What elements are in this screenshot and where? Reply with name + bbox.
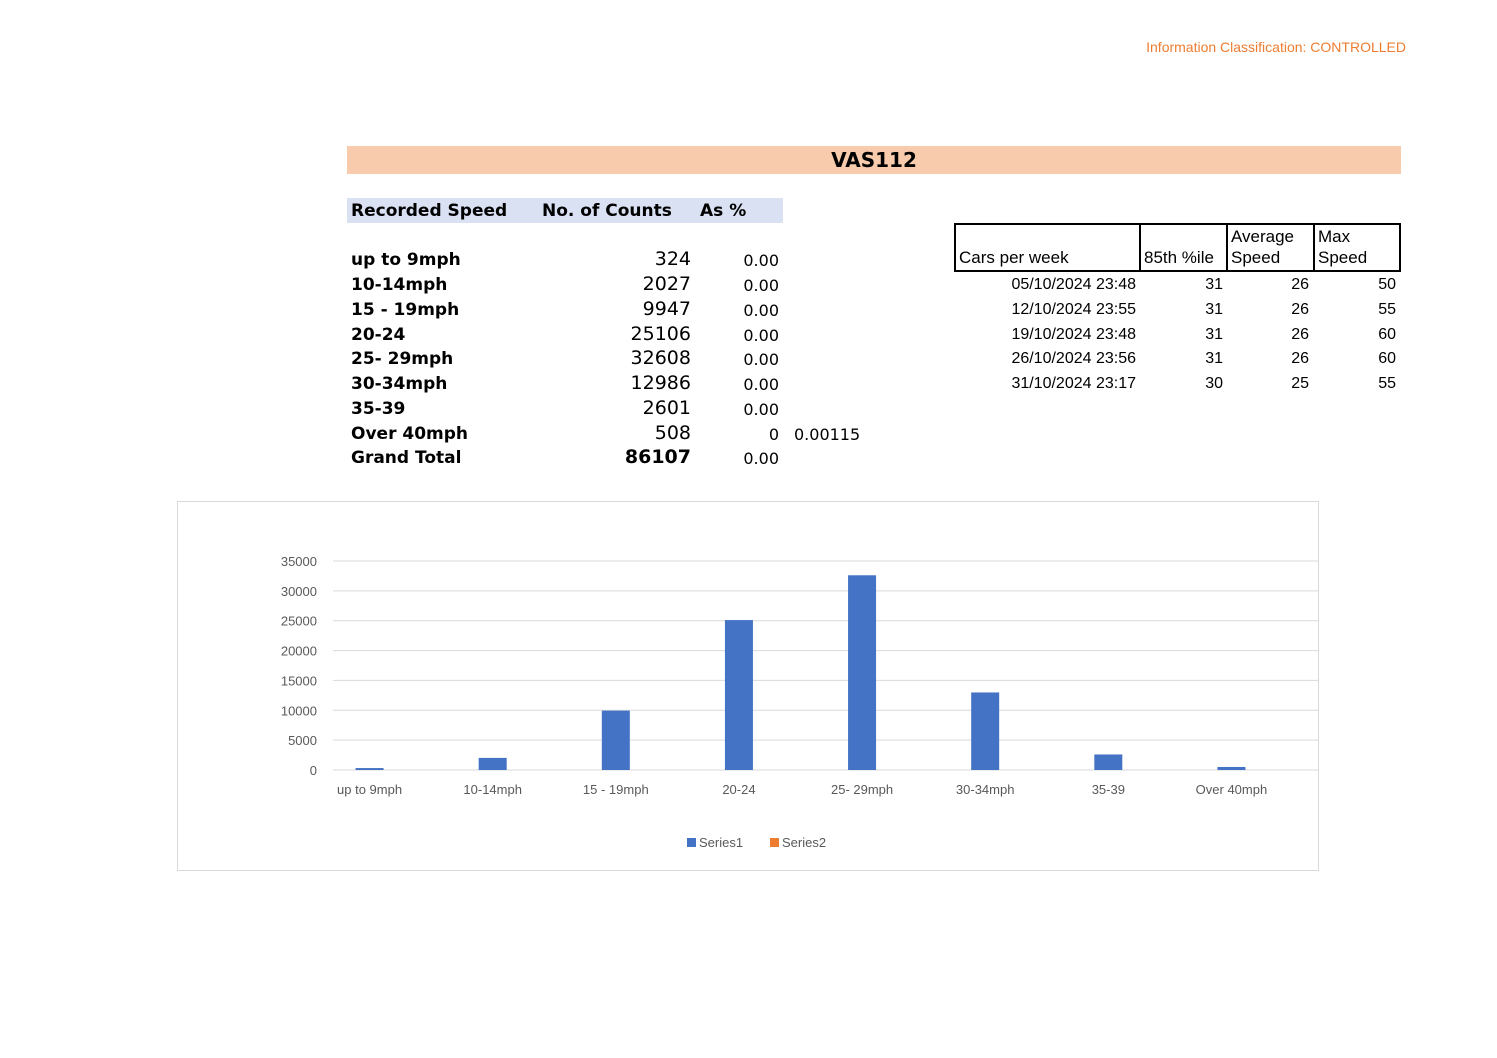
bar-series1 <box>1094 754 1122 770</box>
header-cell <box>1139 223 1228 272</box>
bar-series1 <box>971 692 999 770</box>
percent-value: 0.00 <box>743 276 779 295</box>
max-speed-cell: 60 <box>1378 350 1396 367</box>
header-cars-per-week: Cars per week <box>959 248 1069 267</box>
y-tick-label: 15000 <box>280 673 317 689</box>
speed-label: Over 40mph <box>351 424 469 444</box>
x-tick-label: 15 - 19mph <box>582 782 649 797</box>
header-as-percent: As % <box>700 201 747 221</box>
y-tick-label: 35000 <box>280 554 317 569</box>
percentile-cell: 31 <box>1205 301 1223 318</box>
grand-total-label: Grand Total <box>351 448 462 468</box>
x-tick-label: 30-34mph <box>955 782 1015 797</box>
legend-swatch <box>687 838 696 847</box>
percentile-cell: 31 <box>1205 276 1223 293</box>
date-cell: 26/10/2024 23:56 <box>1011 350 1136 367</box>
x-tick-label: 25- 29mph <box>830 782 894 797</box>
count-value: 2601 <box>642 397 691 419</box>
speed-label: 15 - 19mph <box>351 300 460 320</box>
bar-series1 <box>356 768 384 770</box>
percent-value: 0.00 <box>743 375 779 394</box>
x-tick-label: 35-39 <box>1091 782 1125 797</box>
header-85th-percentile: 85th %ile <box>1144 248 1214 267</box>
y-tick-label: 5000 <box>288 733 317 749</box>
percent-value: 0.00 <box>743 326 779 345</box>
count-value: 2027 <box>642 273 691 295</box>
bar-chart <box>178 502 1318 870</box>
y-tick-label: 10000 <box>280 703 317 719</box>
count-value: 12986 <box>630 372 691 394</box>
x-tick-label: 10-14mph <box>463 782 522 797</box>
extra-value: 0.00115 <box>794 425 861 444</box>
legend-label: Series1 <box>699 835 744 850</box>
speed-label: 35-39 <box>351 399 406 419</box>
header-cell <box>1226 223 1315 272</box>
count-value: 324 <box>654 248 691 270</box>
avg-speed-cell: 25 <box>1291 375 1309 392</box>
percent-value: 0.00 <box>743 301 779 320</box>
percent-value: 0.00 <box>743 251 779 270</box>
max-speed-cell: 50 <box>1378 276 1396 293</box>
count-value: 25106 <box>630 323 691 345</box>
count-value: 32608 <box>630 347 691 369</box>
x-tick-label: Over 40mph <box>1195 782 1268 797</box>
max-speed-cell: 55 <box>1378 301 1396 318</box>
classification-label: Information Classification: CONTROLLED <box>1146 39 1406 55</box>
speed-label: 30-34mph <box>351 374 448 394</box>
chart-area <box>177 501 1319 871</box>
grand-total-count: 86107 <box>624 446 691 468</box>
x-tick-label: 20-24 <box>722 782 756 797</box>
header-no-of-counts: No. of Counts <box>542 201 672 221</box>
max-speed-cell: 60 <box>1378 326 1396 343</box>
sheet-title: VAS112 <box>347 146 1401 174</box>
percent-value: 0.00 <box>743 400 779 419</box>
date-cell: 05/10/2024 23:48 <box>1011 276 1136 293</box>
grand-total-percent: 0.00 <box>743 449 779 468</box>
bar-series1 <box>725 620 753 770</box>
header-max-speed: Max Speed <box>1318 227 1368 267</box>
count-value: 508 <box>654 422 691 444</box>
percentile-cell: 30 <box>1205 375 1223 392</box>
speed-label: 10-14mph <box>351 275 448 295</box>
bar-series1 <box>479 758 507 770</box>
avg-speed-cell: 26 <box>1291 326 1309 343</box>
count-value: 9947 <box>642 298 691 320</box>
avg-speed-cell: 26 <box>1291 301 1309 318</box>
header-recorded-speed: Recorded Speed <box>351 201 508 221</box>
y-tick-label: 20000 <box>280 643 317 659</box>
y-tick-label: 25000 <box>280 613 317 629</box>
percent-value: 0.00 <box>743 350 779 369</box>
date-cell: 31/10/2024 23:17 <box>1011 375 1136 392</box>
header-cell <box>1313 223 1401 272</box>
header-cell <box>954 223 1141 272</box>
percentile-cell: 31 <box>1205 326 1223 343</box>
speed-label: up to 9mph <box>351 250 461 270</box>
bar-series1 <box>848 575 876 770</box>
legend-swatch <box>770 838 779 847</box>
y-tick-label: 30000 <box>280 583 317 599</box>
legend-label: Series2 <box>782 835 827 850</box>
speed-label: 20-24 <box>351 325 406 345</box>
date-cell: 12/10/2024 23:55 <box>1011 301 1136 318</box>
date-cell: 19/10/2024 23:48 <box>1011 326 1136 343</box>
speed-label: 25- 29mph <box>351 349 454 369</box>
header-average-speed: Average Speed <box>1231 227 1295 267</box>
bar-series1 <box>602 711 630 770</box>
avg-speed-cell: 26 <box>1291 350 1309 367</box>
max-speed-cell: 55 <box>1378 375 1396 392</box>
y-tick-label: 0 <box>309 763 317 778</box>
percentile-cell: 31 <box>1205 350 1223 367</box>
bar-series1 <box>1217 767 1245 770</box>
percent-value: 0 <box>768 425 779 444</box>
x-tick-label: up to 9mph <box>337 782 403 797</box>
avg-speed-cell: 26 <box>1291 276 1309 293</box>
